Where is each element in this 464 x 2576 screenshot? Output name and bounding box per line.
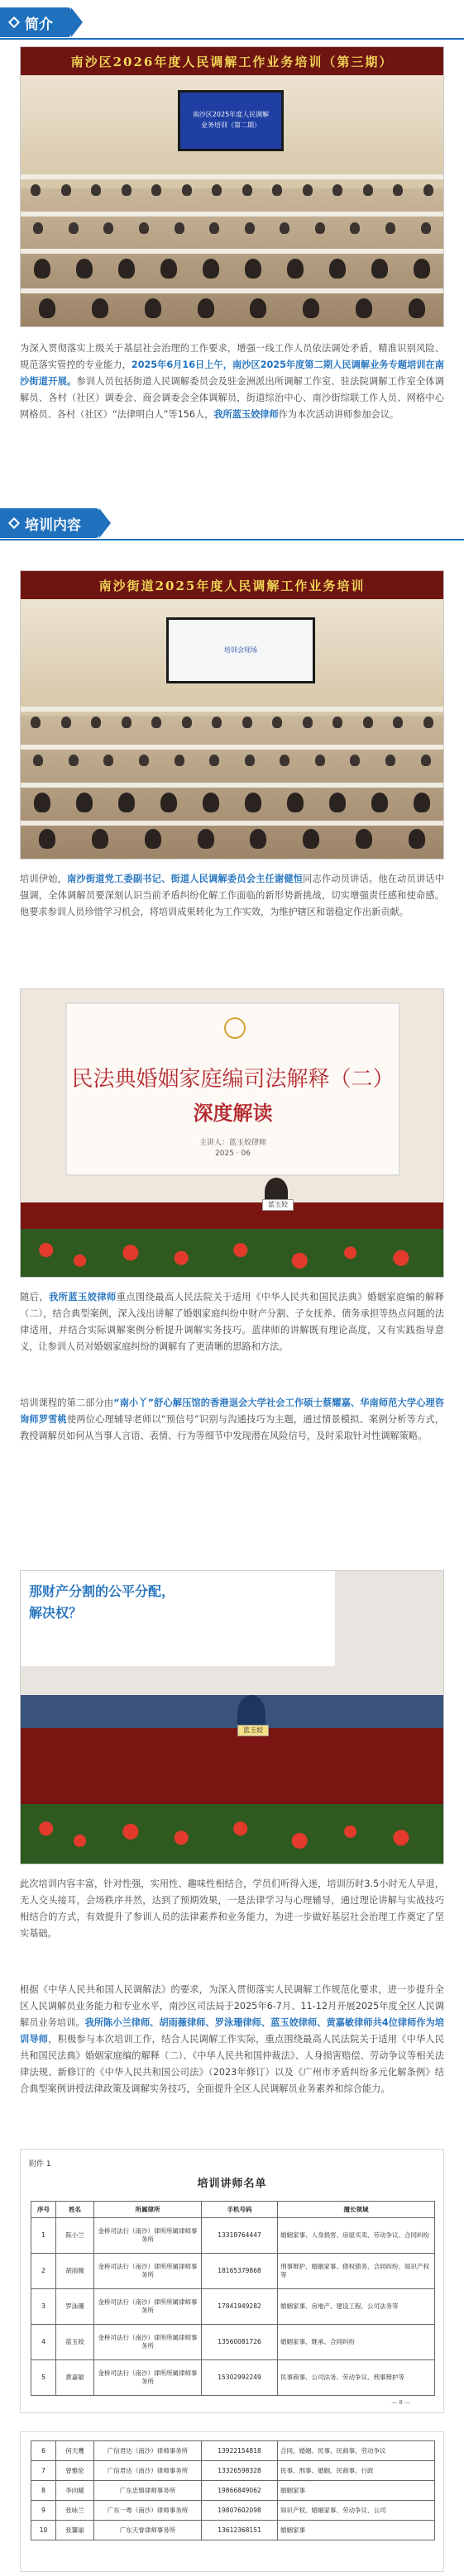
table-cell: 婚姻家事: [278, 2521, 435, 2540]
table-cell: 广信君达（南沙）律师事务所: [94, 2461, 202, 2481]
meeting-banner: 南沙区2026年度人民调解工作业务培训（第三期）: [21, 47, 443, 75]
highlight-text: 2025年6月16日上午，南沙区2025年度第二期人民调解业务专题培训在南沙街道开展。: [20, 359, 444, 387]
desk-row: [21, 212, 443, 217]
annex-label: 附件 1: [29, 2160, 51, 2169]
column-header: 序号: [31, 2202, 56, 2218]
table-cell: 知识产权、婚姻家事、劳动争议、公司: [278, 2501, 435, 2521]
highlight-text: 我所蓝玉姣律师: [213, 409, 279, 420]
slide-date: 2025 · 06: [215, 1150, 251, 1158]
page-number: — 8 —: [391, 2399, 410, 2406]
section-title: 培训内容: [25, 517, 81, 534]
table-header-row: [31, 2202, 435, 2218]
roster-table: [31, 2440, 435, 2540]
table-row: [31, 2289, 435, 2325]
table-cell: 金桥司法行（南沙）律所所属律师事务所: [94, 2218, 202, 2254]
screen-line: 南沙区2025年度人民调解: [192, 111, 270, 119]
text-run: 为深入贯彻落实上级关于基层社会治理的工作要求，增强一线工作人员依法调处矛盾，精准识别风险、规范落实管控的专业能力，: [20, 343, 444, 370]
text-run: 使两位心理辅导老师以“预信号”识别与沟通技巧为主题，通过情景模拟、案例分析等方式，教授调解员如何从当事人言语、表情、行为等细节中发现潜在风险信号，及时采取针对性调解策略。: [20, 1414, 444, 1441]
text-run: ，积极参与本次培训工作，结合人民调解工作实际，重点围绕最高人民法院关于适用《中华人民共和国民法典》婚姻家庭编的解释（二）、《中华人民共和国仲裁法》、人身损害赔偿、劳动争议等相关法律法规、新修订的《中华人民共和国公司法》（2023年修订）以及《广州市矛盾纠纷多元化解条例》结合典型案例讲授法律政策及调解实务技巧，全面提升全区人民调解员业务素养和综合能力。: [20, 2034, 444, 2094]
nameplate: 蓝玉姣: [262, 1199, 294, 1211]
text-run: 作为本次活动讲师参加会议。: [278, 409, 399, 420]
lecture-paragraph: [20, 1289, 444, 1388]
table-cell: 民事、刑事、婚姻、民商事、行政: [278, 2461, 435, 2481]
table-cell: 曾雅伦: [56, 2461, 94, 2481]
lecture-photo-2: [20, 1570, 444, 1864]
psychology-paragraph: [20, 1395, 444, 1486]
table-cell: 广东天誉律师事务所: [94, 2521, 202, 2540]
table-cell: 金桥司法行（南沙）律所所属律师事务所: [94, 2360, 202, 2396]
table-cell: 13922154818: [202, 2441, 278, 2461]
audience-row: [21, 222, 443, 234]
table-cell: 婚姻家事、人身损害、房屋买卖、劳动争议、合同纠纷: [278, 2218, 435, 2254]
slide-subtitle: 深度解读: [193, 1101, 273, 1125]
table-cell: 张馨丽: [56, 2521, 94, 2540]
highlight-text: 我所蓝玉姣律师: [49, 1292, 117, 1302]
training-paragraph: [20, 871, 444, 970]
table-cell: 刑事辩护、婚姻家事、债权债务、合同纠纷、知识产权等: [278, 2254, 435, 2289]
divider: [0, 38, 464, 40]
flower-decoration: [21, 1804, 443, 1864]
table-cell: 黄嘉敏: [56, 2360, 94, 2396]
audience-row: [21, 298, 443, 318]
table-cell: 罗泳珊: [56, 2289, 94, 2325]
table-cell: 婚姻家事、房地产、建设工程、公司法务等: [278, 2289, 435, 2325]
text-run: 培训课程的第二部分由: [20, 1398, 114, 1408]
table-cell: 13318764447: [202, 2218, 278, 2254]
audience-row: [21, 717, 443, 728]
table-cell: 合同、婚姻、民事、民商事、劳动争议: [278, 2441, 435, 2461]
table-cell: 李向暖: [56, 2481, 94, 2501]
projector-screen: [178, 90, 284, 151]
table-cell: 19807602098: [202, 2501, 278, 2521]
audience-row: [21, 829, 443, 849]
table-row: [31, 2461, 435, 2481]
table-cell: 金桥司法行（南沙）律所所属律师事务所: [94, 2254, 202, 2289]
slide-line: 那财产分割的公平分配，: [29, 1583, 175, 1599]
table-cell: 5: [31, 2360, 56, 2396]
table-cell: 广东忠慎律师事务所: [94, 2481, 202, 2501]
slide-line: 解决权？: [29, 1605, 83, 1621]
closing-paragraph: [20, 1876, 444, 1975]
table-cell: 金桥司法行（南沙）律所所属律师事务所: [94, 2289, 202, 2325]
section-tab: [0, 508, 99, 538]
audience-row: [21, 259, 443, 279]
text-run: 此次培训内容丰富，针对性强，实用性、趣味性相结合，学员们听得入迷，培训历时3.5小时无人早退，无人交头接耳，会场秩序井然，达到了预期效果，一是法律学习与心理辅导，通过理论讲解与实战技巧相结合的方式，有效提升了参训人员的法律素养和业务能力，为进一步做好基层社会治理工作奠定了坚实基础。: [20, 1878, 444, 1939]
section-header-intro: [0, 5, 71, 40]
slide-title: 民法典婚姻家庭编司法解释（二）: [71, 1067, 395, 1092]
podium-table: [21, 1728, 443, 1804]
table-cell: 10: [31, 2521, 56, 2540]
meeting-photo-2: [20, 570, 444, 859]
table-cell: 陈小兰: [56, 2218, 94, 2254]
table-row: [31, 2521, 435, 2540]
desk-row: [21, 821, 443, 826]
chair-row: [21, 1695, 443, 1728]
desk-row: [21, 707, 443, 712]
table-cell: 婚姻家事、继承、合同纠纷: [278, 2325, 435, 2360]
intro-paragraph: [20, 340, 444, 489]
roster-title: 培训讲师名单: [197, 2178, 267, 2190]
table-cell: 6: [31, 2441, 56, 2461]
roster-table: [31, 2201, 435, 2396]
column-header: 姓名: [56, 2202, 94, 2218]
slide-speaker: 主讲人：蓝玉姣律师: [199, 1139, 266, 1147]
diamond-icon: [8, 17, 20, 28]
table-cell: 17841949282: [202, 2289, 278, 2325]
table-cell: 8: [31, 2481, 56, 2501]
column-header: 擅长领域: [278, 2202, 435, 2218]
highlight-text: 我所陈小兰律师、胡雨薇律师、罗泳珊律师、蓝玉姣律师、黄嘉敏律师共4位律师作为培训导师: [20, 2017, 444, 2045]
table-cell: 7: [31, 2461, 56, 2481]
table-row: [31, 2481, 435, 2501]
hall-background: [21, 75, 443, 326]
roster-document-continued: [20, 2431, 444, 2572]
table-row: [31, 2360, 435, 2396]
screen-line: 培训会现场: [224, 645, 257, 654]
text-run: 根据《中华人民共和国人民调解法》的要求，为深入贯彻落实人民调解工作规范化要求，进一步提升全区人民调解员业务能力和专业水平，南沙区司法局于2025年6-7月、11-12月开展2025年度全区人民调解员业务培训。: [20, 1984, 444, 2028]
table-cell: 民事商事、公司法务、劳动争议、刑事辩护等: [278, 2360, 435, 2396]
audience-row: [21, 184, 443, 196]
meeting-banner: 南沙街道2025年度人民调解工作业务培训: [21, 571, 443, 599]
desk-row: [21, 174, 443, 179]
table-cell: 2: [31, 2254, 56, 2289]
column-header: 所属律所: [94, 2202, 202, 2218]
desk-row: [21, 288, 443, 293]
table-cell: 广信君达（南沙）律师事务所: [94, 2441, 202, 2461]
table-row: [31, 2501, 435, 2521]
slide-fragment: [21, 1571, 335, 1666]
table-row: [31, 2254, 435, 2289]
text-run: 随后，: [20, 1292, 50, 1302]
desk-row: [21, 783, 443, 788]
table-cell: 18165379868: [202, 2254, 278, 2289]
meeting-photo-1: [20, 46, 444, 327]
table-row: [31, 2218, 435, 2254]
text-run: 同志作动员讲话。他在动员讲话中强调，全体调解员要深刻认识当前矛盾纠纷化解工作面临的新形势新挑战，切实增强责任感和使命感。他要求参训人员珍惜学习机会，将培训成果转化为工作实效，为维护辖区和谐稳定作出新贡献。: [20, 874, 444, 917]
table-cell: 19866849062: [202, 2481, 278, 2501]
highlight-text: “南小丫”舒心解压馆的香港退会大学社会工作硕士蔡耀嘉、华南师范大学心理咨询师罗雪桃: [20, 1398, 444, 1425]
diamond-icon: [8, 517, 20, 529]
divider: [0, 539, 464, 540]
slide-screen: [65, 1002, 400, 1176]
section-tab: [0, 7, 71, 37]
roster-document: [20, 2149, 444, 2413]
desk-row: [21, 745, 443, 750]
screen-line: 业务培训（第二期）: [201, 121, 261, 129]
table-cell: 3: [31, 2289, 56, 2325]
table-cell: 蓝玉姣: [56, 2325, 94, 2360]
table-row: [31, 2325, 435, 2360]
audience-row: [21, 793, 443, 812]
lecture-photo-1: [20, 988, 444, 1278]
section-header-training: [0, 506, 99, 540]
table-cell: 1: [31, 2218, 56, 2254]
table-cell: 婚姻家事: [278, 2481, 435, 2501]
table-cell: 张咏兰: [56, 2501, 94, 2521]
text-run: 重点围绕最高人民法院关于适用《中华人民共和国民法典》婚姻家庭编的解释（二），结合典型案例，深入浅出讲解了婚姻家庭纠纷中财产分割、子女抚养、债务承担等热点问题的法律适用，并结合实际调解案例分析提升调解实务技巧。蓝律师的讲解既有理论高度，又有实践指导意义，让参训人员对婚姻家庭纠纷的调解有了更清晰的思路和方法。: [20, 1292, 444, 1352]
table-cell: 15302992249: [202, 2360, 278, 2396]
table-cell: 广东一粤（南沙）律师事务所: [94, 2501, 202, 2521]
program-paragraph: [20, 1982, 444, 2139]
table-cell: 13560081726: [202, 2325, 278, 2360]
column-header: 手机号码: [202, 2202, 278, 2218]
audience-row: [21, 755, 443, 766]
text-run: 参训人员包括街道人民调解委员会及驻金洲派出所调解工作室、驻法院调解工作室全体调解员、各村（社区）调委会、商会调委会全体调解员，街道综治中心、南沙街综联工作人员、网格中心网格员、各村（社区）“法律明白人”等156人，: [20, 376, 444, 420]
table-cell: 13326598328: [202, 2461, 278, 2481]
table-cell: 9: [31, 2501, 56, 2521]
flower-decoration: [21, 1229, 443, 1278]
logo-icon: [224, 1017, 246, 1039]
highlight-text: 南沙街道党工委副书记、街道人民调解委员会主任谢健恒: [67, 874, 304, 884]
table-cell: 胡雨薇: [56, 2254, 94, 2289]
desk-row: [21, 249, 443, 254]
table-cell: 13612368151: [202, 2521, 278, 2540]
table-cell: 何天鹰: [56, 2441, 94, 2461]
table-row: [31, 2441, 435, 2461]
text-run: 培训伊始，: [20, 874, 68, 884]
table-cell: 金桥司法行（南沙）律所所属律师事务所: [94, 2325, 202, 2360]
table-cell: 4: [31, 2325, 56, 2360]
hall-background: [21, 599, 443, 859]
section-title: 简介: [25, 16, 53, 33]
nameplate: 蓝玉姣: [237, 1725, 269, 1736]
projector-screen: [166, 617, 315, 683]
